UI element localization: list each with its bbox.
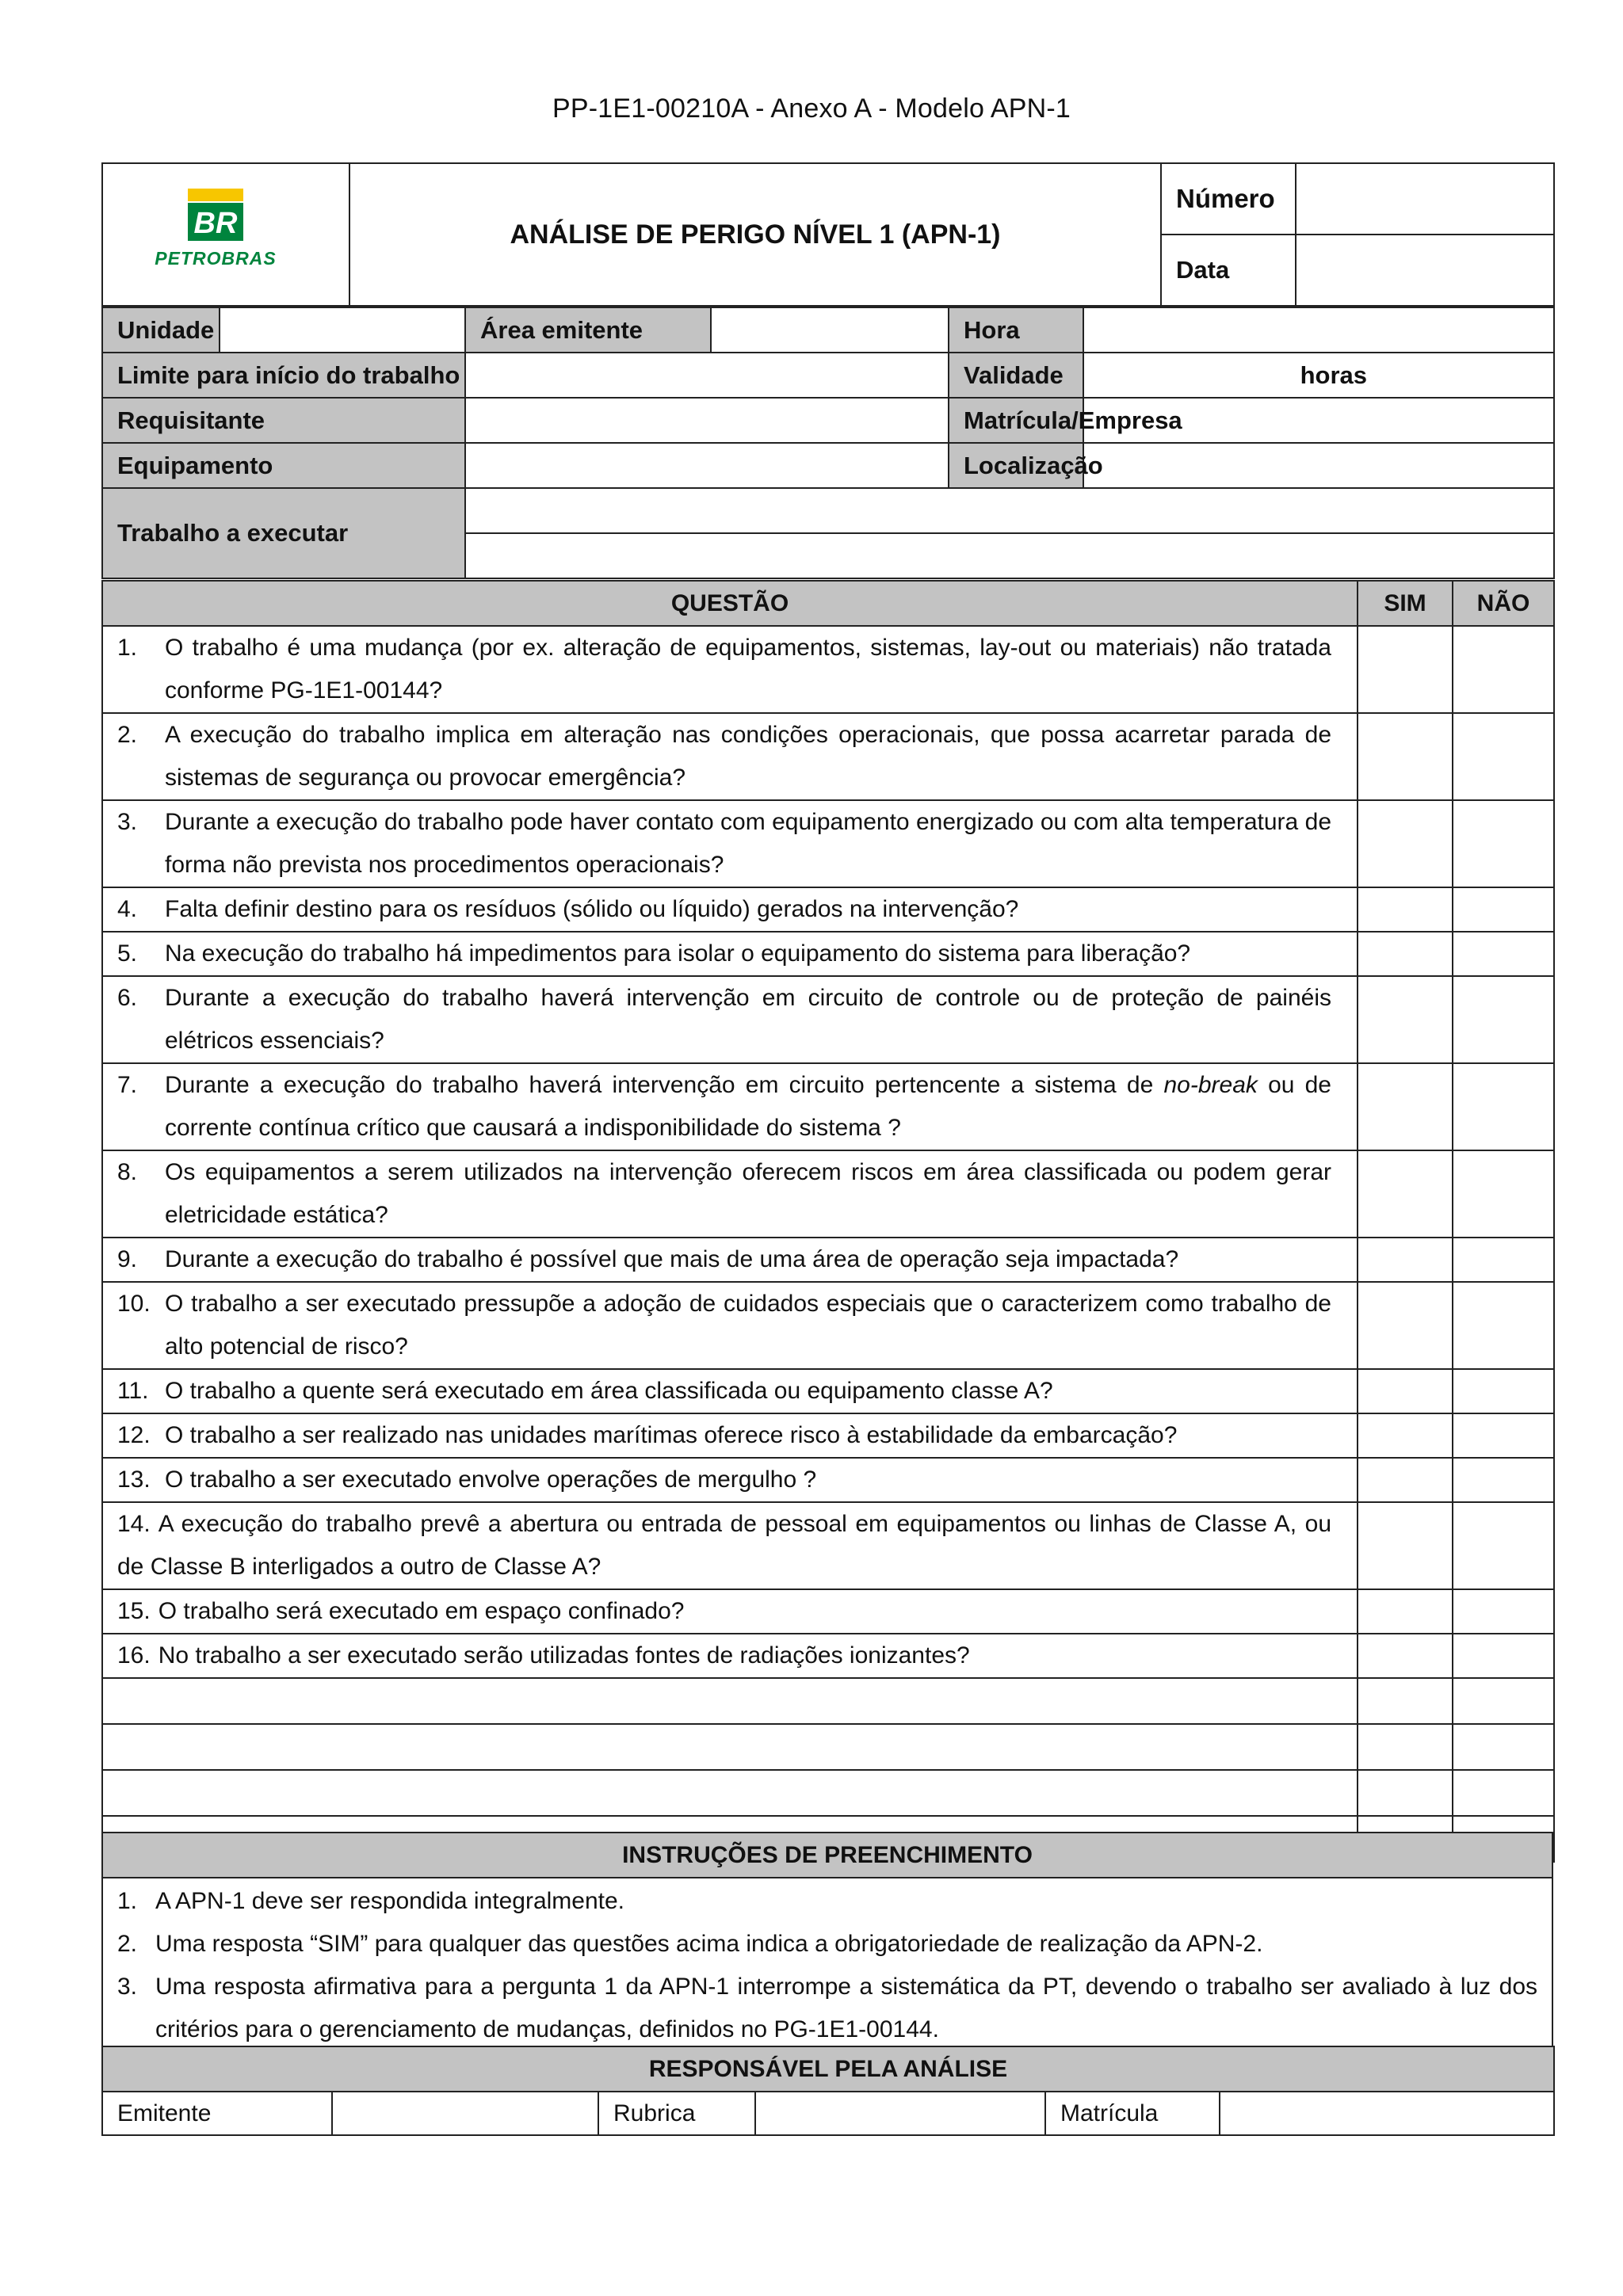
sim-answer-cell[interactable] (1358, 1589, 1453, 1634)
requisitante-label: Requisitante (102, 398, 465, 443)
hora-label: Hora (949, 307, 1083, 353)
instruction-text: Uma resposta “SIM” para qualquer das questões acima indica a obrigatoriedade de realização da APN-2. (155, 1931, 1263, 1957)
sim-answer-cell[interactable] (1358, 1238, 1453, 1282)
sim-answer-cell[interactable] (1358, 1413, 1453, 1458)
sim-answer-cell[interactable] (1358, 1724, 1453, 1770)
localizacao-field[interactable] (1083, 443, 1554, 488)
question-row (102, 626, 1554, 713)
sim-answer-cell[interactable] (1358, 887, 1453, 932)
instructions-body-row (102, 1878, 1552, 2057)
question-text-cell (102, 1634, 1358, 1678)
info-block (101, 307, 1555, 579)
question-text: Na execução do trabalho há impedimentos para isolar o equipamento do sistema para liberação? (165, 940, 1191, 967)
question-number: 13. (117, 1466, 151, 1493)
instruction-number: 1. (117, 1888, 138, 1914)
sim-answer-cell[interactable] (1358, 1502, 1453, 1589)
nao-answer-cell[interactable] (1453, 1458, 1554, 1502)
question-text-cell (102, 1413, 1358, 1458)
question-text-part: ou de corrente contínua crítico que causará a indisponibilidade do sistema ? (165, 1072, 1331, 1141)
nao-answer-cell[interactable] (1453, 1150, 1554, 1238)
nao-answer-cell[interactable] (1453, 887, 1554, 932)
sim-answer-cell[interactable] (1358, 976, 1453, 1063)
question-text-cell (102, 1238, 1358, 1282)
question-text-cell (102, 1369, 1358, 1413)
question-text: O trabalho é uma mudança (por ex. alteração de equipamentos, sistemas, lay-out ou materiais) não tratada conforme PG-1E1-00144? (165, 635, 1331, 704)
validade-label: Validade (949, 353, 1083, 398)
sim-answer-cell[interactable] (1358, 1282, 1453, 1369)
emitente-field[interactable] (332, 2092, 598, 2135)
question-number: 5. (117, 940, 138, 967)
data-field[interactable] (1296, 235, 1554, 306)
matricula-field[interactable] (1220, 2092, 1554, 2135)
question-text: O trabalho a quente será executado em área classificada ou equipamento classe A? (165, 1378, 1053, 1404)
sim-answer-cell[interactable] (1358, 800, 1453, 887)
responsavel-header: RESPONSÁVEL PELA ANÁLISE (102, 2046, 1554, 2092)
equipamento-label: Equipamento (102, 443, 465, 488)
question-row (102, 1502, 1554, 1589)
question-row (102, 800, 1554, 887)
nao-answer-cell[interactable] (1453, 1678, 1554, 1724)
nao-answer-cell[interactable] (1453, 1589, 1554, 1634)
nao-answer-cell[interactable] (1453, 1724, 1554, 1770)
question-text-part: Durante a execução do trabalho haverá intervenção em circuito pertencente a sistema de (165, 1072, 1164, 1098)
matricula-label: Matrícula (1045, 2092, 1220, 2135)
sim-answer-cell[interactable] (1358, 1369, 1453, 1413)
question-row (102, 1589, 1554, 1634)
question-text: O trabalho a ser realizado nas unidades marítimas oferece risco à estabilidade da embarcação? (165, 1422, 1178, 1448)
nao-answer-cell[interactable] (1453, 932, 1554, 976)
question-number: 2. (117, 722, 138, 748)
question-number: 1. (117, 635, 138, 661)
question-row (102, 713, 1554, 800)
nao-answer-cell[interactable] (1453, 713, 1554, 800)
question-text: Durante a execução do trabalho haverá intervenção em circuito de controle ou de proteção de painéis elétricos essenciais? (165, 985, 1331, 1054)
question-text: O trabalho a ser executado envolve operações de mergulho ? (165, 1466, 817, 1493)
question-number: 6. (117, 985, 138, 1011)
unidade-label: Unidade (102, 307, 220, 353)
nao-answer-cell[interactable] (1453, 1282, 1554, 1369)
instruction-text: A APN-1 deve ser respondida integralmente. (155, 1888, 625, 1914)
sim-answer-cell[interactable] (1358, 1770, 1453, 1816)
instructions-body (102, 1878, 1552, 2057)
question-row (102, 887, 1554, 932)
question-blank-cell[interactable] (102, 1724, 1358, 1770)
instruction-text: Uma resposta afirmativa para a pergunta 1 da APN-1 interrompe a sistemática da PT, devendo o trabalho ser avaliado à luz dos critérios para o gerenciamento de mudanças, definidos no PG-1E1-00144. (155, 1974, 1537, 2042)
limite-field[interactable] (465, 353, 949, 398)
validade-horas[interactable]: horas (1083, 353, 1554, 398)
nao-answer-cell[interactable] (1453, 1502, 1554, 1589)
question-number: 3. (117, 809, 138, 835)
requisitante-field[interactable] (465, 398, 949, 443)
question-text: Durante a execução do trabalho pode haver contato com equipamento energizado ou com alta temperatura de forma não prevista nos procedimentos operacionais? (165, 809, 1331, 878)
limite-label: Limite para início do trabalho (102, 353, 465, 398)
rubrica-field[interactable] (755, 2092, 1045, 2135)
nao-answer-cell[interactable] (1453, 1413, 1554, 1458)
question-row (102, 1634, 1554, 1678)
question-text-emphasis: no-break (1163, 1072, 1258, 1098)
question-text-cell (102, 1458, 1358, 1502)
document-code: PP-1E1-00210A - Anexo A - Modelo APN-1 (552, 93, 1071, 124)
question-text-cell (102, 713, 1358, 800)
question-text-cell (102, 1502, 1358, 1589)
question-row (102, 1063, 1554, 1150)
unidade-field[interactable] (220, 307, 465, 353)
nao-answer-cell[interactable] (1453, 1063, 1554, 1150)
question-number: 4. (117, 896, 138, 922)
responsavel-table (101, 2046, 1555, 2136)
rubrica-label: Rubrica (598, 2092, 755, 2135)
logo-badge-text: BR (193, 207, 238, 240)
data-label: Data (1161, 235, 1296, 306)
sim-header: SIM (1358, 581, 1453, 626)
question-text: A execução do trabalho implica em alteração nas condições operacionais, que possa acarretar parada de sistemas de segurança ou provocar emergência? (165, 722, 1331, 791)
question-number: 8. (117, 1159, 138, 1185)
question-row (102, 1150, 1554, 1238)
question-row (102, 1458, 1554, 1502)
equipamento-field[interactable] (465, 443, 949, 488)
sim-answer-cell[interactable] (1358, 713, 1453, 800)
question-row (102, 1413, 1554, 1458)
sim-answer-cell[interactable] (1358, 1634, 1453, 1678)
question-text: Falta definir destino para os resíduos (sólido ou líquido) gerados na intervenção? (165, 896, 1019, 922)
trabalho-field-2[interactable] (465, 533, 1554, 578)
nao-answer-cell[interactable] (1453, 800, 1554, 887)
nao-answer-cell[interactable] (1453, 1770, 1554, 1816)
petrobras-logo (147, 184, 305, 279)
question-row (102, 1282, 1554, 1369)
trabalho-field-1[interactable] (465, 488, 1554, 533)
instruction-item (117, 1966, 1537, 2051)
matricula-empresa-label: Matrícula/Empresa (949, 398, 1083, 443)
question-text-cell (102, 932, 1358, 976)
nao-answer-cell[interactable] (1453, 1238, 1554, 1282)
question-blank-cell[interactable] (102, 1678, 1358, 1724)
question-number: 12. (117, 1422, 151, 1448)
question-text-cell (102, 800, 1358, 887)
trabalho-label: Trabalho a executar (102, 488, 465, 578)
empty-question-row (102, 1724, 1554, 1770)
sim-answer-cell[interactable] (1358, 932, 1453, 976)
sim-answer-cell[interactable] (1358, 626, 1453, 713)
instruction-item (117, 1880, 1537, 1923)
question-text-cell (102, 1282, 1358, 1369)
form-header (101, 162, 1555, 307)
question-row (102, 932, 1554, 976)
question-text: Durante a execução do trabalho é possível que mais de uma área de operação seja impactada? (165, 1246, 1179, 1272)
question-text-cell (102, 976, 1358, 1063)
question-text: No trabalho a ser executado serão utilizadas fontes de radiações ionizantes? (158, 1642, 970, 1669)
questao-header: QUESTÃO (102, 581, 1358, 626)
hora-field[interactable] (1083, 307, 1554, 353)
area-emitente-field[interactable] (711, 307, 949, 353)
question-row (102, 1238, 1554, 1282)
question-number: 15. (117, 1598, 151, 1624)
instruction-item (117, 1923, 1537, 1966)
question-text-cell (102, 887, 1358, 932)
nao-answer-cell[interactable] (1453, 626, 1554, 713)
question-number: 14. (117, 1511, 151, 1537)
empty-question-row (102, 1770, 1554, 1816)
nao-header: NÃO (1453, 581, 1554, 626)
question-number: 9. (117, 1246, 138, 1272)
instruction-number: 3. (117, 1974, 138, 2000)
question-text-cell (102, 1063, 1358, 1150)
logo-name-text: PETROBRAS (155, 248, 277, 269)
nao-answer-cell[interactable] (1453, 1634, 1554, 1678)
question-text: A execução do trabalho prevê a abertura ou entrada de pessoal em equipamentos ou linhas de Classe A, ou de Classe B interligados a outro de Classe A? (117, 1511, 1331, 1580)
question-text (165, 1064, 1331, 1150)
sim-answer-cell[interactable] (1358, 1150, 1453, 1238)
questions-table (101, 580, 1555, 1863)
question-row (102, 976, 1554, 1063)
nao-answer-cell[interactable] (1453, 1369, 1554, 1413)
empty-question-row (102, 1678, 1554, 1724)
question-text-cell (102, 1150, 1358, 1238)
emitente-label: Emitente (102, 2092, 332, 2135)
sim-answer-cell[interactable] (1358, 1458, 1453, 1502)
question-number: 10. (117, 1291, 151, 1317)
numero-label: Número (1161, 163, 1296, 235)
localizacao-label: Localização (949, 443, 1083, 488)
logo-cell (102, 163, 349, 306)
logo-yellow-bar (188, 189, 243, 201)
sim-answer-cell[interactable] (1358, 1063, 1453, 1150)
question-text: Os equipamentos a serem utilizados na intervenção oferecem riscos em área classificada ou podem gerar eletricidade estática? (165, 1159, 1331, 1228)
question-text-cell (102, 626, 1358, 713)
question-text: O trabalho será executado em espaço confinado? (158, 1598, 685, 1624)
area-emitente-label: Área emitente (465, 307, 711, 353)
form-title: ANÁLISE DE PERIGO NÍVEL 1 (APN-1) (349, 163, 1161, 306)
question-number: 11. (117, 1378, 149, 1404)
question-text-cell (102, 1589, 1358, 1634)
instructions-header: INSTRUÇÕES DE PREENCHIMENTO (102, 1833, 1552, 1878)
nao-answer-cell[interactable] (1453, 976, 1554, 1063)
question-text: O trabalho a ser executado pressupõe a adoção de cuidados especiais que o caracterizem como trabalho de alto potencial de risco? (165, 1291, 1331, 1360)
numero-field[interactable] (1296, 163, 1554, 235)
question-number: 7. (117, 1072, 138, 1098)
instructions-table (101, 1832, 1553, 2058)
question-row (102, 1369, 1554, 1413)
question-number: 16. (117, 1642, 151, 1669)
question-blank-cell[interactable] (102, 1770, 1358, 1816)
instruction-number: 2. (117, 1931, 138, 1957)
sim-answer-cell[interactable] (1358, 1678, 1453, 1724)
